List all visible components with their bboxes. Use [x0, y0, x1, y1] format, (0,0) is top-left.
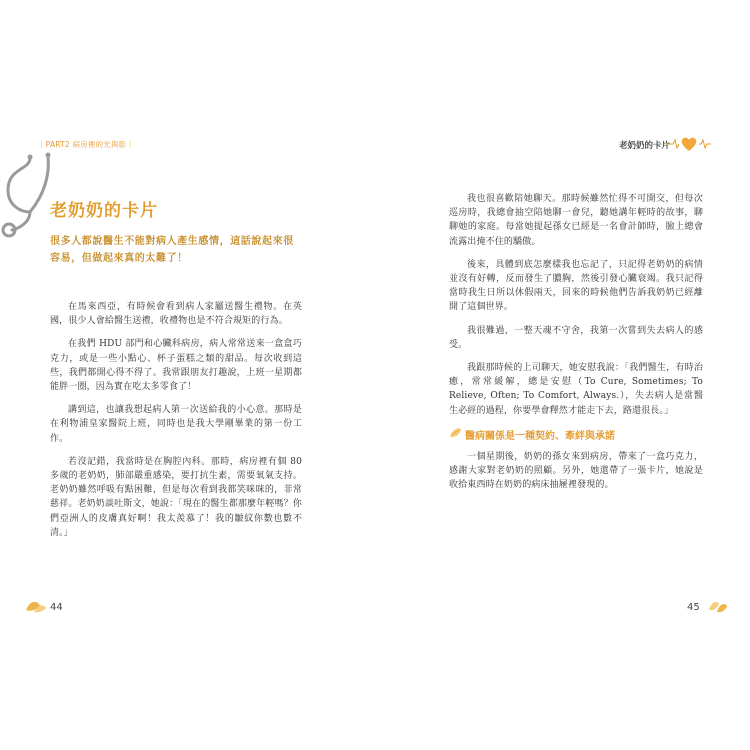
right-page — [375, 0, 750, 750]
paragraph: 我跟那時候的上司聊天，她安慰我說：「我們醫生，有時治癒，常常緩解，總是安慰（To Cure, Sometimes; To Relieve, Often; To Comfort, Always.），失去病人是當醫生必經的過程，你要學會釋然才能走下去，路還很長。」 — [449, 363, 703, 416]
right-body-text — [449, 192, 703, 501]
paragraph: 講到這，也讓我想起病人第一次送給我的小心意。那時是在利物浦皇家醫院上班，同時也是我大學剛畢業的第一份工作。 — [50, 405, 302, 444]
heart-pulse-icon — [667, 134, 711, 154]
left-body-text — [50, 300, 302, 549]
running-head-left: ｜PART2 病房裡的光與影｜ — [38, 140, 135, 149]
paragraph: 我很難過，一整天魂不守舍，我第一次嘗到失去病人的感受。 — [449, 325, 703, 350]
section-heading: 醫病關係是一種契約、牽絆與承諾 — [449, 427, 703, 442]
chapter-lead: 很多人都說醫生不能對病人產生感情，這話說起來很容易，但做起來真的太難了！ — [50, 236, 294, 264]
leaf-icon — [705, 598, 729, 614]
paragraph: 我也很喜歡陪她聊天。那時候雖然忙得不可開交，但每次巡房時，我總會抽空陪她聊一會兒，聽她講年輕時的故事，聊聊她的家庭。每當她提起孫女已經是一名會計師時，臉上總會流露出掩不住的驕傲。 — [449, 194, 703, 247]
stethoscope-icon — [0, 150, 60, 240]
leaf-icon — [24, 598, 48, 614]
chapter-title: 老奶奶的卡片 — [50, 201, 158, 221]
paragraph: 後來，具體到底怎麼樣我也忘記了，只記得老奶奶的病情並沒有好轉，反而發生了膿胸，然後引發心臟衰竭。我只記得當時我生日所以休假兩天，回來的時候他們告訴我奶奶已經離開了這個世界。 — [449, 259, 703, 313]
running-head-right: 老奶奶的卡片 — [619, 141, 671, 151]
page-number-right: 45 — [687, 602, 700, 613]
paragraph: 一個星期後，奶奶的孫女來到病房，帶來了一盒巧克力，感謝大家對老奶奶的照顧。另外，她還帶了一張卡片，她說是收拾東西時在奶奶的病床抽屜裡發現的。 — [449, 451, 703, 491]
page-number-left: 44 — [50, 602, 63, 613]
leaf-icon — [449, 426, 463, 440]
paragraph: 在馬來西亞，有時候會看到病人家屬送醫生禮物。在英國，很少人會給醫生送禮，收禮物也是不符合規矩的行為。 — [50, 302, 302, 327]
paragraph: 在我們 HDU 部門和心臟科病房，病人常常送來一盒盒巧克力，或是一些小點心、杯子蛋糕之類的甜品。每次收到這些，我們都開心得不得了。我常跟朋友打趣說，上班一星期都能胖一圈，因為實在吃太多零食了！ — [50, 339, 302, 393]
paragraph: 若沒記錯，我當時是在胸腔內科。那時，病房裡有個 80 多歲的老奶奶，肺部嚴重感染，要打抗生素，需要氧氣支持。老奶奶雖然呼吸有點困難，但是每次看到我都笑咪咪的，非常慈祥。老奶奶談吐斯文，她說：「現在的醫生都那麼年輕嗎？你們亞洲人的皮膚真好啊！我太羨慕了！我的皺紋你數也數不清。」 — [50, 456, 302, 538]
